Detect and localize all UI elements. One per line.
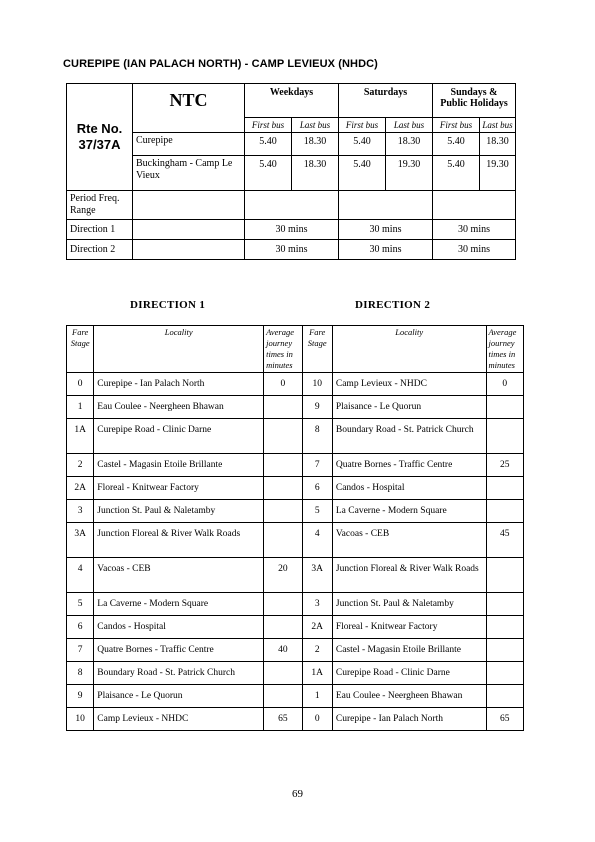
sundays-header-text: Sundays & Public Holidays <box>440 87 508 109</box>
first-bus-header: First bus <box>245 118 292 133</box>
fare-stage-cell: 4 <box>67 558 94 593</box>
last-bus-header: Last bus <box>292 118 339 133</box>
timetable-row <box>67 133 516 156</box>
locality-cell: Camp Levieux - NHDC <box>94 708 264 731</box>
locality-cell: Candos - Hospital <box>94 616 264 639</box>
table-row <box>67 373 524 396</box>
journey-time-cell <box>486 477 523 500</box>
locality-cell: Vacoas - CEB <box>332 523 486 558</box>
direction-2-heading: DIRECTION 2 <box>355 299 431 311</box>
frequency-cell: 30 mins <box>433 240 516 260</box>
locality-cell: Eau Coulee - Neergheen Bhawan <box>94 396 264 419</box>
journey-time-cell <box>264 454 302 477</box>
locality-cell: Plaisance - Le Quorun <box>94 685 264 708</box>
direction-1-heading: DIRECTION 1 <box>130 299 206 311</box>
fare-stage-cell: 1 <box>302 685 332 708</box>
table-row <box>67 558 524 593</box>
first-bus-header: First bus <box>339 118 386 133</box>
fare-stage-cell: 8 <box>302 419 332 454</box>
time-cell: 5.40 <box>245 133 292 156</box>
locality-cell: Curepipe Road - Clinic Darne <box>332 662 486 685</box>
locality-cell: Junction Floreal & River Walk Roads <box>94 523 264 558</box>
direction-label: Direction 1 <box>67 220 133 240</box>
fare-stage-cell: 6 <box>67 616 94 639</box>
locality-cell: Quatre Bornes - Traffic Centre <box>94 639 264 662</box>
time-cell: 5.40 <box>339 156 386 191</box>
table-row <box>67 523 524 558</box>
table-row <box>67 500 524 523</box>
table-row <box>67 396 524 419</box>
period-row <box>67 191 516 220</box>
locality-cell: Curepipe Road - Clinic Darne <box>94 419 264 454</box>
sundays-header <box>433 84 516 118</box>
fare-stage-cell: 4 <box>302 523 332 558</box>
table-row <box>67 708 524 731</box>
route-number: 37/37A <box>78 137 121 152</box>
route-label: Rte No. <box>76 121 123 136</box>
journey-time-cell <box>264 523 302 558</box>
journey-time-cell <box>264 500 302 523</box>
time-cell: 5.40 <box>339 133 386 156</box>
time-cell: 18.30 <box>292 133 339 156</box>
blank-cell <box>133 220 245 240</box>
time-cell: 18.30 <box>292 156 339 191</box>
blank-cell <box>245 191 339 220</box>
locality-cell: Floreal - Knitwear Factory <box>332 616 486 639</box>
operator-name: NTC <box>133 84 245 118</box>
frequency-cell: 30 mins <box>245 220 339 240</box>
page-number: 69 <box>292 788 303 800</box>
locality-cell: Plaisance - Le Quorun <box>332 396 486 419</box>
locality-cell: La Caverne - Modern Square <box>94 593 264 616</box>
locality-cell: Castel - Magasin Etoile Brillante <box>332 639 486 662</box>
fare-stage-cell: 10 <box>302 373 332 396</box>
time-cell: 18.30 <box>480 133 516 156</box>
journey-time-cell <box>486 593 523 616</box>
journey-time-cell <box>264 419 302 454</box>
time-cell: 18.30 <box>386 133 433 156</box>
journey-time-cell <box>264 616 302 639</box>
fare-stage-cell: 2 <box>302 639 332 662</box>
locality-cell: Curepipe - Ian Palach North <box>94 373 264 396</box>
frequency-row <box>67 240 516 260</box>
origin-place: Curepipe <box>133 133 245 156</box>
table-row <box>67 662 524 685</box>
journey-time-cell: 0 <box>486 373 523 396</box>
locality-cell: Junction St. Paul & Naletamby <box>332 593 486 616</box>
locality-cell: Boundary Road - St. Patrick Church <box>332 419 486 454</box>
fare-stages-body <box>67 373 524 731</box>
direction-label: Direction 2 <box>67 240 133 260</box>
journey-time-cell <box>264 662 302 685</box>
locality-cell: Vacoas - CEB <box>94 558 264 593</box>
time-cell: 5.40 <box>433 156 480 191</box>
fare-stage-cell: 2A <box>302 616 332 639</box>
avg-time-header: Average journey times in minutes <box>486 326 523 373</box>
timetable <box>66 83 516 260</box>
timetable-row <box>67 156 516 191</box>
locality-cell: Candos - Hospital <box>332 477 486 500</box>
locality-cell: Junction Floreal & River Walk Roads <box>332 558 486 593</box>
fare-stage-cell: 6 <box>302 477 332 500</box>
table-row <box>67 419 524 454</box>
journey-time-cell: 25 <box>486 454 523 477</box>
journey-time-cell: 0 <box>264 373 302 396</box>
frequency-cell: 30 mins <box>339 220 433 240</box>
time-cell: 5.40 <box>245 156 292 191</box>
journey-time-cell: 40 <box>264 639 302 662</box>
table-row <box>67 477 524 500</box>
journey-time-cell: 65 <box>486 708 523 731</box>
fare-stage-cell: 7 <box>302 454 332 477</box>
table-row <box>67 593 524 616</box>
fare-stage-cell: 7 <box>67 639 94 662</box>
table-row <box>67 616 524 639</box>
journey-time-cell <box>486 419 523 454</box>
blank-cell <box>133 240 245 260</box>
fare-stages-table <box>66 325 524 731</box>
first-bus-header: First bus <box>433 118 480 133</box>
locality-cell: Boundary Road - St. Patrick Church <box>94 662 264 685</box>
journey-time-cell <box>486 558 523 593</box>
fare-stage-cell: 3A <box>302 558 332 593</box>
fare-stage-cell: 3A <box>67 523 94 558</box>
table-row <box>67 685 524 708</box>
time-cell: 5.40 <box>433 133 480 156</box>
fare-stage-cell: 8 <box>67 662 94 685</box>
fare-stage-cell: 1A <box>67 419 94 454</box>
journey-time-cell: 65 <box>264 708 302 731</box>
journey-time-cell <box>264 593 302 616</box>
time-cell: 19.30 <box>386 156 433 191</box>
fare-stage-cell: 5 <box>67 593 94 616</box>
blank-cell <box>433 191 516 220</box>
last-bus-header: Last bus <box>480 118 516 133</box>
journey-time-cell <box>264 477 302 500</box>
blank-cell <box>133 118 245 133</box>
avg-time-header: Average journey times in minutes <box>264 326 302 373</box>
fare-stage-cell: 0 <box>302 708 332 731</box>
fare-stage-header: Fare Stage <box>302 326 332 373</box>
journey-time-cell <box>486 639 523 662</box>
destination-place: Buckingham - Camp Le Vieux <box>133 156 245 191</box>
locality-cell: Castel - Magasin Etoile Brillante <box>94 454 264 477</box>
table-row <box>67 454 524 477</box>
journey-time-cell <box>264 396 302 419</box>
locality-header: Locality <box>94 326 264 373</box>
weekdays-header: Weekdays <box>245 84 339 118</box>
fare-stage-cell: 3 <box>302 593 332 616</box>
fare-stage-cell: 3 <box>67 500 94 523</box>
locality-cell: La Caverne - Modern Square <box>332 500 486 523</box>
fare-stage-cell: 0 <box>67 373 94 396</box>
locality-cell: Curepipe - Ian Palach North <box>332 708 486 731</box>
blank-cell <box>133 191 245 220</box>
saturdays-header: Saturdays <box>339 84 433 118</box>
locality-header: Locality <box>332 326 486 373</box>
frequency-cell: 30 mins <box>433 220 516 240</box>
last-bus-header: Last bus <box>386 118 433 133</box>
frequency-cell: 30 mins <box>339 240 433 260</box>
locality-cell: Camp Levieux - NHDC <box>332 373 486 396</box>
journey-time-cell: 20 <box>264 558 302 593</box>
fare-stage-cell: 5 <box>302 500 332 523</box>
page-title: CUREPIPE (IAN PALACH NORTH) - CAMP LEVIEUX (NHDC) <box>63 58 378 70</box>
frequency-row <box>67 220 516 240</box>
journey-time-cell <box>486 685 523 708</box>
fare-stage-cell: 2 <box>67 454 94 477</box>
locality-cell: Junction St. Paul & Naletamby <box>94 500 264 523</box>
locality-cell: Floreal - Knitwear Factory <box>94 477 264 500</box>
journey-time-cell <box>486 500 523 523</box>
fare-stage-cell: 1A <box>302 662 332 685</box>
fare-stage-cell: 1 <box>67 396 94 419</box>
fare-stage-cell: 9 <box>67 685 94 708</box>
route-number-cell <box>67 84 133 191</box>
journey-time-cell <box>486 662 523 685</box>
time-cell: 19.30 <box>480 156 516 191</box>
fare-stage-cell: 10 <box>67 708 94 731</box>
blank-cell <box>339 191 433 220</box>
fare-stage-cell: 9 <box>302 396 332 419</box>
locality-cell: Quatre Bornes - Traffic Centre <box>332 454 486 477</box>
journey-time-cell <box>486 616 523 639</box>
journey-time-cell <box>264 685 302 708</box>
table-row <box>67 639 524 662</box>
fare-stage-cell: 2A <box>67 477 94 500</box>
journey-time-cell: 45 <box>486 523 523 558</box>
fare-stage-header: Fare Stage <box>67 326 94 373</box>
frequency-cell: 30 mins <box>245 240 339 260</box>
period-label: Period Freq. Range <box>67 191 133 220</box>
locality-cell: Eau Coulee - Neergheen Bhawan <box>332 685 486 708</box>
journey-time-cell <box>486 396 523 419</box>
